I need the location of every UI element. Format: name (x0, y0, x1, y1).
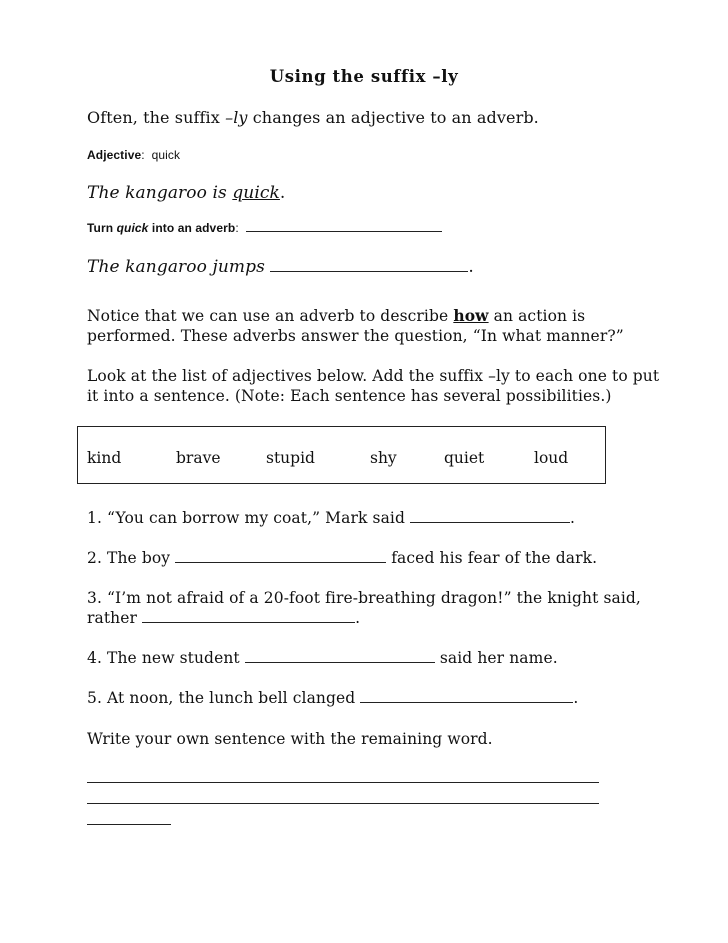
example-adverb-sentence (87, 257, 474, 277)
q1-end: . (570, 509, 576, 527)
word-bank-item: stupid (266, 449, 315, 467)
q5-end: . (573, 689, 579, 707)
q5-blank[interactable] (360, 700, 573, 703)
answer-line-1[interactable] (87, 782, 599, 783)
own-sentence-prompt: Write your own sentence with the remaining word. (87, 730, 493, 748)
turn-colon: : (235, 221, 239, 235)
notice-line-2: performed. These adverbs answer the question, “In what manner?” (87, 327, 624, 345)
notice-line-1 (87, 306, 585, 325)
intro-suffix: –ly (225, 108, 248, 127)
question-3-line-2 (87, 609, 360, 627)
example-word: quick (232, 183, 280, 203)
notice-before: Notice that we can use an adverb to describe (87, 307, 454, 325)
notice-bold: how (453, 306, 489, 325)
q3-text: rather (87, 609, 143, 627)
answer-line-3[interactable] (87, 824, 171, 825)
q4-end: said her name. (434, 649, 558, 667)
q4-blank[interactable] (245, 660, 435, 663)
turn-line (87, 221, 442, 235)
q2-text: 2. The boy (87, 549, 176, 567)
instructions-line-2: it into a sentence. (Note: Each sentence has several possibilities.) (87, 387, 612, 405)
example-period: . (279, 183, 286, 203)
question-1 (87, 509, 575, 527)
q3-blank[interactable] (142, 620, 355, 623)
q5-text: 5. At noon, the lunch bell clanged (87, 689, 361, 707)
instructions-line-1: Look at the list of adjectives below. Add the suffix –ly to each one to put (87, 367, 660, 385)
word-bank-item: kind (87, 449, 122, 467)
word-bank-box (77, 426, 606, 484)
answer-line-2[interactable] (87, 803, 599, 804)
intro-text (87, 108, 539, 127)
example-adverb-blank[interactable] (270, 269, 468, 272)
word-bank-item: brave (176, 449, 221, 467)
word-bank-item: shy (370, 449, 397, 467)
adjective-label: Adjective (87, 148, 142, 162)
q2-end: faced his fear of the dark. (386, 549, 598, 567)
q3-end: . (355, 609, 361, 627)
q4-text: 4. The new student (87, 649, 245, 667)
example-before: The kangaroo is (87, 183, 233, 203)
adjective-colon: : (141, 148, 145, 162)
worksheet-title: Using the suffix –ly (269, 67, 459, 86)
turn-after: into an adverb (148, 221, 236, 235)
question-2 (87, 549, 597, 567)
turn-before: Turn (87, 221, 117, 235)
question-4 (87, 649, 558, 667)
adjective-value: quick (151, 148, 181, 162)
notice-after: an action is (488, 307, 586, 325)
turn-word: quick (116, 221, 149, 235)
question-5 (87, 689, 578, 707)
question-3-line-1: 3. “I’m not afraid of a 20-foot fire-breathing dragon!” the knight said, (87, 589, 641, 607)
intro-before: Often, the suffix (87, 108, 226, 127)
q2-blank[interactable] (175, 560, 386, 563)
q1-blank[interactable] (410, 520, 570, 523)
q1-text: 1. “You can borrow my coat,” Mark said (87, 509, 411, 527)
example-adverb-period: . (468, 257, 474, 277)
word-bank-item: loud (534, 449, 569, 467)
example-adverb-before: The kangaroo jumps (87, 257, 271, 277)
intro-after: changes an adjective to an adverb. (247, 108, 539, 127)
word-bank-item: quiet (444, 449, 485, 467)
example-sentence (87, 183, 285, 203)
adjective-line (87, 148, 180, 162)
adverb-answer-blank[interactable] (246, 229, 442, 232)
